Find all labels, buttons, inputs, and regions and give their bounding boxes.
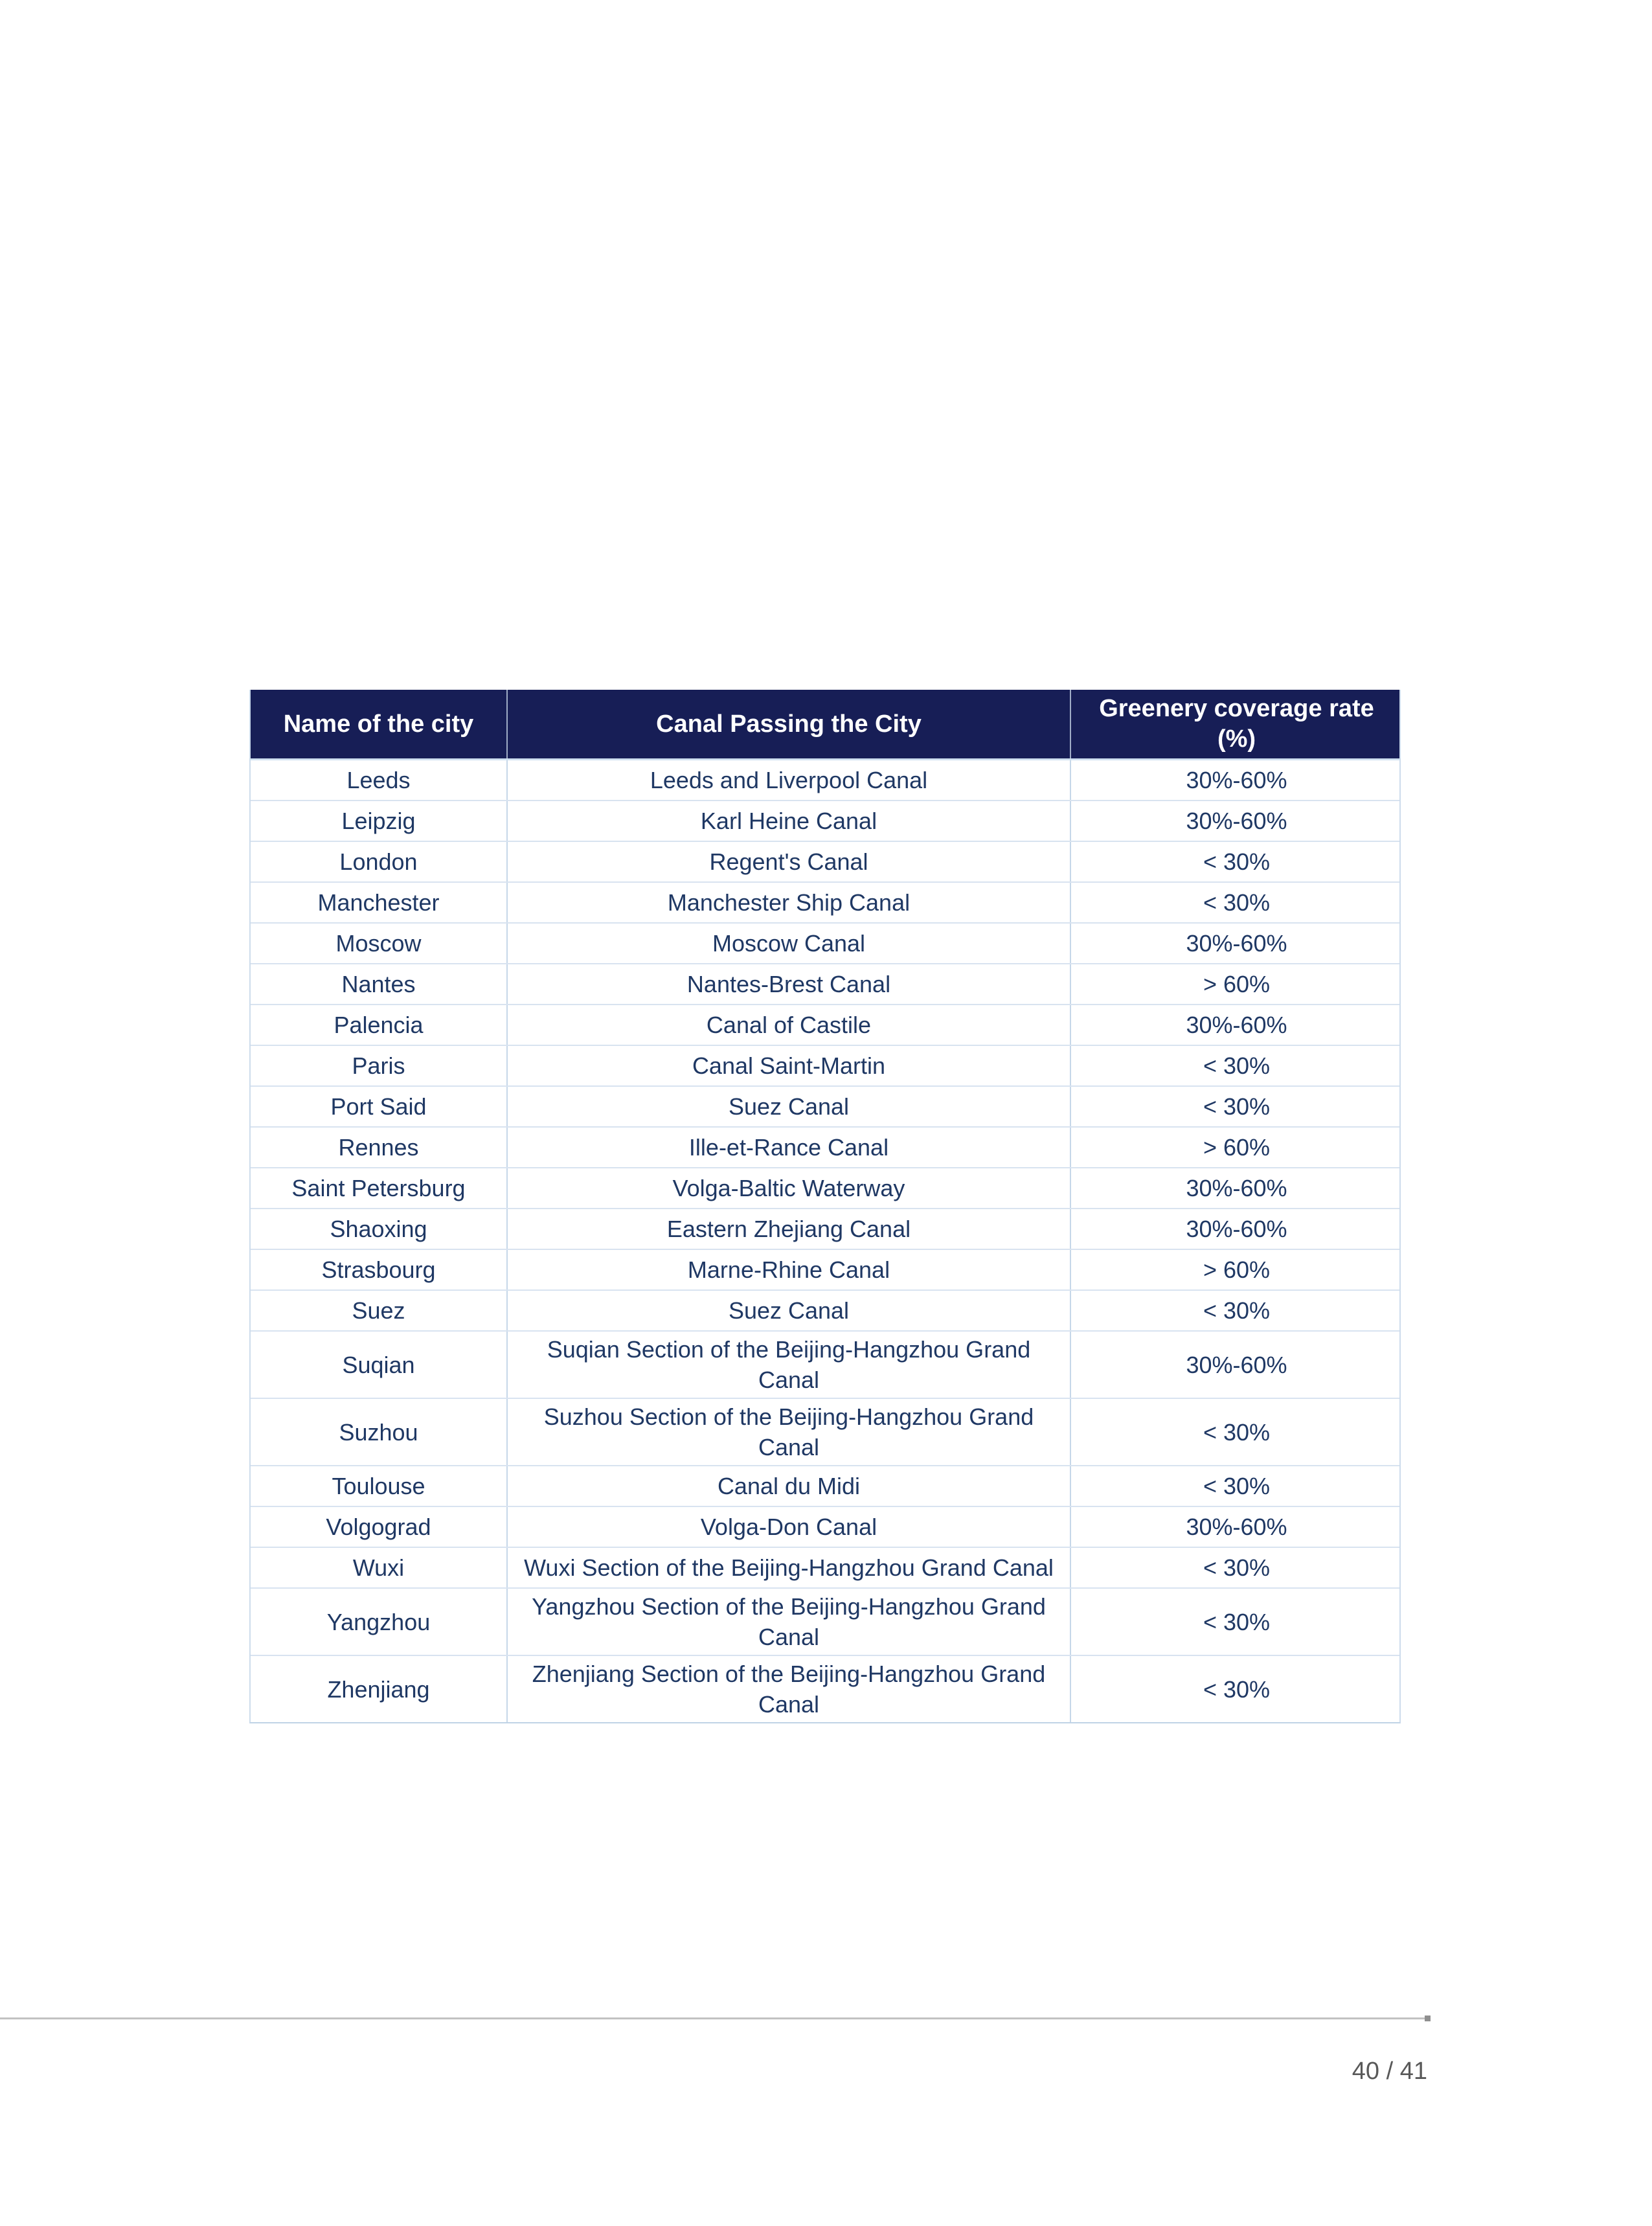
- cell-rate: < 30%: [1070, 1589, 1402, 1655]
- cell-city: Suqian: [342, 1351, 415, 1378]
- column-header-rate: Greenery coverage rate (%): [1070, 690, 1402, 758]
- cell-canal: Suqian Section of the Beijing-Hangzhou Grand Canal: [506, 1332, 1070, 1398]
- cell-rate: 30%-60%: [1070, 801, 1402, 841]
- cell-rate: 30%-60%: [1070, 1332, 1402, 1398]
- cell-canal: Volga-Don Canal: [506, 1507, 1070, 1547]
- cell-city: Paris: [352, 1052, 405, 1079]
- cell-city: Wuxi: [352, 1554, 405, 1581]
- cell-city: Volgograd: [326, 1514, 431, 1540]
- cell-city: Leipzig: [341, 808, 416, 834]
- table-row: [251, 842, 1399, 883]
- table-row: [251, 1128, 1399, 1168]
- cell-rate: 30%-60%: [1070, 760, 1402, 800]
- cell-city: Suez: [352, 1297, 405, 1324]
- cell-rate: < 30%: [1070, 883, 1402, 922]
- cell-canal: Suez Canal: [506, 1087, 1070, 1126]
- table-row: [251, 1332, 1399, 1399]
- table-header-row: [251, 690, 1399, 760]
- table-row: [251, 1168, 1399, 1209]
- cell-rate: < 30%: [1070, 1087, 1402, 1126]
- cell-city: Moscow: [335, 930, 422, 957]
- canal-greenery-table: [249, 690, 1401, 1723]
- cell-canal: Suez Canal: [506, 1291, 1070, 1330]
- table-row: [251, 1466, 1399, 1507]
- cell-city: Manchester: [317, 889, 440, 916]
- table-row: [251, 964, 1399, 1005]
- cell-city: Palencia: [334, 1012, 424, 1038]
- cell-city: Rennes: [338, 1134, 419, 1161]
- table-row: [251, 1005, 1399, 1046]
- table-row: [251, 1589, 1399, 1656]
- cell-rate: < 30%: [1070, 1548, 1402, 1587]
- table-row: [251, 1250, 1399, 1291]
- cell-rate: 30%-60%: [1070, 1168, 1402, 1208]
- column-header-city: Name of the city: [283, 710, 474, 738]
- table-row: [251, 1291, 1399, 1332]
- cell-rate: < 30%: [1070, 1399, 1402, 1465]
- cell-canal: Volga-Baltic Waterway: [506, 1168, 1070, 1208]
- cell-city: Shaoxing: [330, 1216, 427, 1242]
- cell-canal: Canal of Castile: [506, 1005, 1070, 1045]
- table-row: [251, 1087, 1399, 1128]
- table-row: [251, 1209, 1399, 1250]
- table-row: [251, 1507, 1399, 1548]
- cell-canal: Nantes-Brest Canal: [506, 964, 1070, 1004]
- cell-canal: Leeds and Liverpool Canal: [506, 760, 1070, 800]
- cell-city: Yangzhou: [326, 1608, 431, 1635]
- cell-canal: Ille-et-Rance Canal: [506, 1128, 1070, 1167]
- cell-rate: < 30%: [1070, 1466, 1402, 1506]
- cell-canal: Yangzhou Section of the Beijing-Hangzhou Grand Canal: [506, 1589, 1070, 1655]
- footer-rule: [0, 2017, 1427, 2019]
- table-row: [251, 924, 1399, 964]
- cell-rate: 30%-60%: [1070, 1005, 1402, 1045]
- cell-canal: Canal Saint-Martin: [506, 1046, 1070, 1085]
- cell-canal: Manchester Ship Canal: [506, 883, 1070, 922]
- table-row: [251, 883, 1399, 924]
- table-row: [251, 1046, 1399, 1087]
- cell-rate: < 30%: [1070, 1046, 1402, 1085]
- cell-canal: Moscow Canal: [506, 924, 1070, 963]
- cell-rate: 30%-60%: [1070, 1209, 1402, 1249]
- cell-rate: < 30%: [1070, 1656, 1402, 1722]
- cell-rate: < 30%: [1070, 842, 1402, 881]
- table-row: [251, 1548, 1399, 1589]
- table-body: [251, 760, 1399, 1722]
- cell-city: Nantes: [341, 971, 416, 997]
- cell-canal: Karl Heine Canal: [506, 801, 1070, 841]
- cell-city: Toulouse: [332, 1473, 425, 1499]
- cell-rate: 30%-60%: [1070, 924, 1402, 963]
- cell-rate: < 30%: [1070, 1291, 1402, 1330]
- cell-city: Zhenjiang: [327, 1675, 430, 1703]
- cell-city: Leeds: [346, 767, 411, 793]
- cell-canal: Marne-Rhine Canal: [506, 1250, 1070, 1289]
- cell-city: Suzhou: [339, 1418, 418, 1446]
- cell-city: London: [339, 848, 418, 875]
- column-header-canal: Canal Passing the City: [506, 690, 1070, 758]
- cell-rate: 30%-60%: [1070, 1507, 1402, 1547]
- table-row: [251, 760, 1399, 801]
- cell-canal: Eastern Zhejiang Canal: [506, 1209, 1070, 1249]
- table-row: [251, 1399, 1399, 1466]
- cell-canal: Regent's Canal: [506, 842, 1070, 881]
- cell-canal: Zhenjiang Section of the Beijing-Hangzhou Grand Canal: [506, 1656, 1070, 1722]
- footer-rule-endpoint: [1425, 2016, 1431, 2021]
- cell-canal: Suzhou Section of the Beijing-Hangzhou Grand Canal: [506, 1399, 1070, 1465]
- cell-rate: > 60%: [1070, 964, 1402, 1004]
- cell-city: Strasbourg: [321, 1256, 436, 1283]
- table-row: [251, 1656, 1399, 1722]
- cell-city: Port Said: [330, 1093, 427, 1120]
- cell-rate: > 60%: [1070, 1128, 1402, 1167]
- page-number: 40 / 41: [1352, 2058, 1427, 2085]
- cell-rate: > 60%: [1070, 1250, 1402, 1289]
- table-row: [251, 801, 1399, 842]
- cell-canal: Canal du Midi: [506, 1466, 1070, 1506]
- cell-city: Saint Petersburg: [291, 1175, 466, 1201]
- cell-canal: Wuxi Section of the Beijing-Hangzhou Grand Canal: [506, 1548, 1070, 1587]
